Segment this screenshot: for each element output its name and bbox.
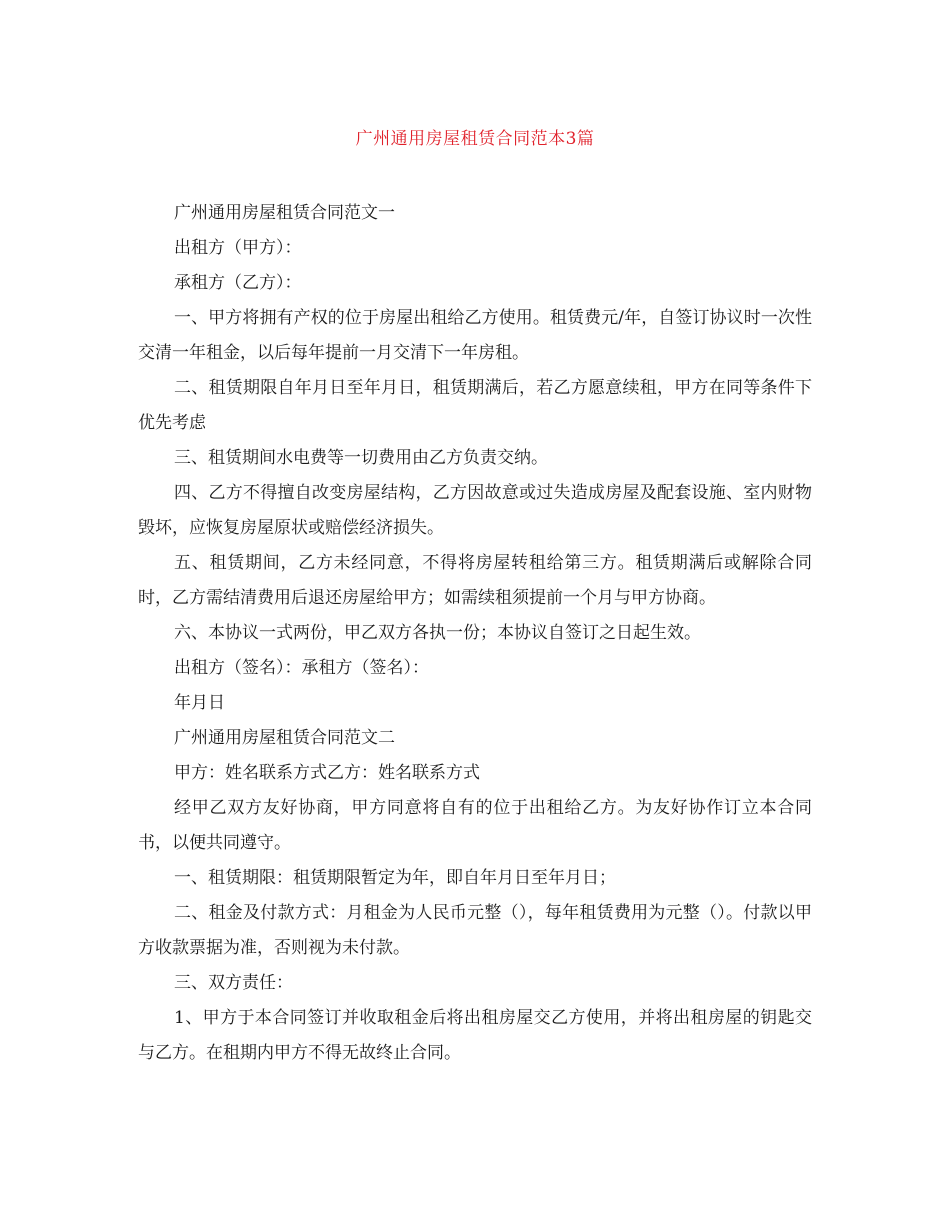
paragraph-clause-6: 六、本协议一式两份，甲乙双方各执一份；本协议自签订之日起生效。: [174, 623, 701, 643]
paragraph-signatures: 出租方（签名）：承租方（签名）：: [174, 658, 429, 678]
paragraph-date: 年月日: [174, 693, 225, 713]
paragraph-rent: 二、租金及付款方式：月租金为人民币元整（），每年租赁费用为元整（）。付款以甲方收款票据为准，否则视为未付款。: [138, 903, 812, 958]
paragraph-term: 一、租赁期限：租赁期限暂定为年，即自年月日至年月日；: [174, 868, 616, 888]
document-title: 广州通用房屋租赁合同范本3篇: [355, 129, 595, 149]
paragraph-preamble: 经甲乙双方友好协商，甲方同意将自有的位于出租给乙方。为友好协作订立本合同书，以便共同遵守。: [138, 798, 812, 853]
paragraph-clause-1: 一、甲方将拥有产权的位于房屋出租给乙方使用。租赁费元/年，自签订协议时一次性交清一年租金，以后每年提前一月交清下一年房租。: [138, 308, 812, 363]
paragraph-parties: 甲方：姓名联系方式乙方：姓名联系方式: [174, 763, 480, 783]
paragraph-clause-2: 二、租赁期限自年月日至年月日，租赁期满后，若乙方愿意续租，甲方在同等条件下优先考虑: [138, 378, 812, 433]
paragraph-lessee: 承租方（乙方）：: [174, 273, 302, 293]
paragraph-clause-5: 五、租赁期间，乙方未经同意，不得将房屋转租给第三方。租赁期满后或解除合同时，乙方需结清费用后退还房屋给甲方；如需续租须提前一个月与甲方协商。: [138, 553, 812, 608]
paragraph-heading-2: 广州通用房屋租赁合同范文二: [174, 728, 395, 748]
paragraph-responsibilities: 三、双方责任：: [174, 973, 293, 993]
paragraph-clause-4: 四、乙方不得擅自改变房屋结构，乙方因故意或过失造成房屋及配套设施、室内财物毁坏，应恢复房屋原状或赔偿经济损失。: [138, 483, 812, 538]
paragraph-responsibility-1: 1、甲方于本合同签订并收取租金后将出租房屋交乙方使用，并将出租房屋的钥匙交与乙方。在租期内甲方不得无故终止合同。: [138, 1008, 812, 1063]
paragraph-lessor: 出租方（甲方）：: [174, 238, 302, 258]
paragraph-clause-3: 三、租赁期间水电费等一切费用由乙方负责交纳。: [174, 448, 548, 468]
paragraph-heading-1: 广州通用房屋租赁合同范文一: [174, 203, 395, 223]
document-body: [138, 196, 812, 1071]
